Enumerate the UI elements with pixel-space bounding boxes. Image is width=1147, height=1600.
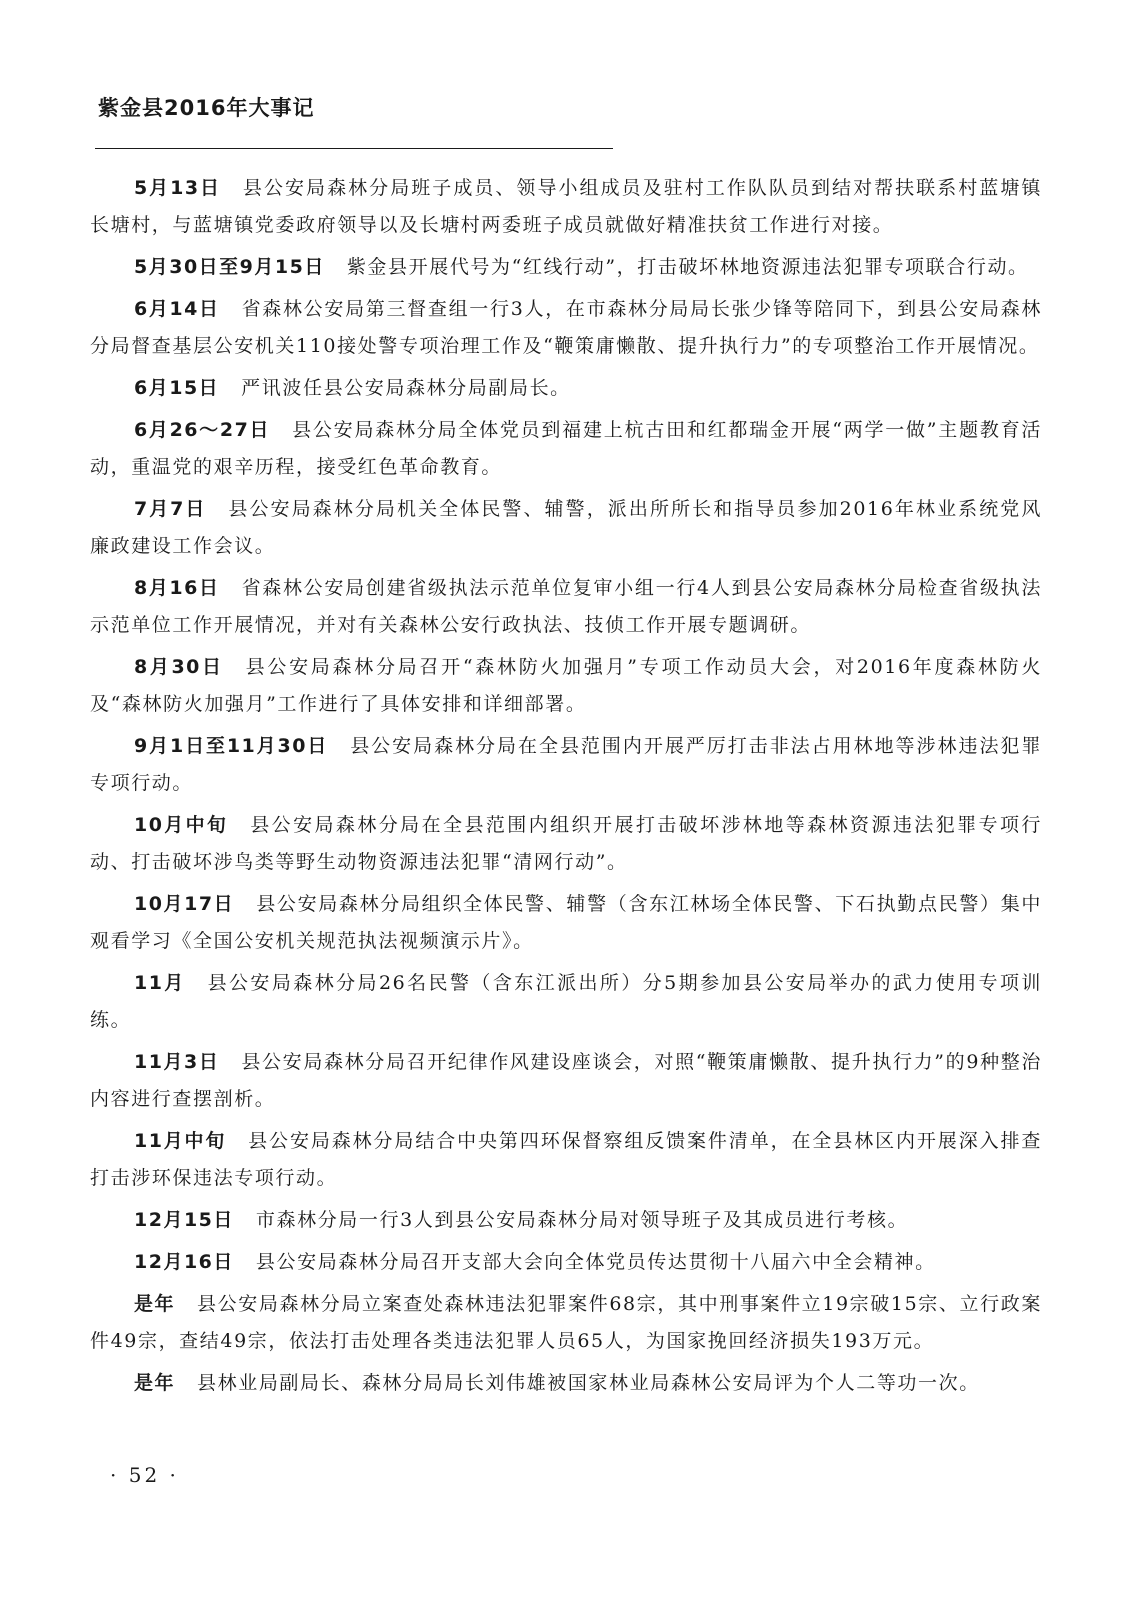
entry-date: 6月26～27日 — [134, 419, 271, 441]
chronicle-entry — [90, 1044, 1042, 1118]
chronicle-entry — [90, 249, 1042, 286]
chronicle-entry — [90, 1123, 1042, 1197]
entry-date: 6月14日 — [134, 298, 220, 320]
chronicle-body — [90, 170, 1042, 1407]
entry-date: 11月3日 — [134, 1051, 220, 1073]
entry-date: 6月15日 — [134, 377, 220, 399]
entry-text: 县公安局森林分局组织全体民警、辅警（含东江林场全体民警、下石执勤点民警）集中观看学习《全国公安机关规范执法视频演示片》。 — [90, 893, 1042, 952]
chronicle-entry — [90, 1202, 1042, 1239]
chronicle-entry — [90, 1365, 1042, 1402]
chronicle-entry — [90, 728, 1042, 802]
chronicle-entry — [90, 807, 1042, 881]
entry-text: 县公安局森林分局在全县范围内组织开展打击破坏涉林地等森林资源违法犯罪专项行动、打击破坏涉鸟类等野生动物资源违法犯罪“清网行动”。 — [90, 814, 1042, 873]
entry-date: 12月16日 — [134, 1251, 234, 1273]
entry-text: 省森林公安局第三督查组一行3人，在市森林分局局长张少锋等陪同下，到县公安局森林分局督查基层公安机关110接处警专项治理工作及“鞭策庸懒散、提升执行力”的专项整治工作开展情况。 — [90, 298, 1042, 357]
chronicle-entry — [90, 370, 1042, 407]
entry-date: 10月中旬 — [134, 814, 229, 836]
chronicle-entry — [90, 1244, 1042, 1281]
entry-date: 11月 — [134, 972, 186, 994]
entry-date: 11月中旬 — [134, 1130, 227, 1152]
entry-date: 是年 — [134, 1293, 176, 1315]
entry-date: 12月15日 — [134, 1209, 234, 1231]
entry-date: 8月16日 — [134, 577, 220, 599]
entry-date: 9月1日至11月30日 — [134, 735, 329, 757]
entry-date: 7月7日 — [134, 498, 207, 520]
entry-date: 5月13日 — [134, 177, 221, 199]
entry-date: 是年 — [134, 1372, 176, 1394]
entry-text: 县公安局森林分局班子成员、领导小组成员及驻村工作队队员到结对帮扶联系村蓝塘镇长塘村，与蓝塘镇党委政府领导以及长塘村两委班子成员就做好精准扶贫工作进行对接。 — [90, 177, 1042, 236]
chronicle-entry — [90, 649, 1042, 723]
entry-text: 县公安局森林分局召开“森林防火加强月”专项工作动员大会，对2016年度森林防火及“森林防火加强月”工作进行了具体安排和详细部署。 — [90, 656, 1042, 715]
chronicle-entry — [90, 170, 1042, 244]
chronicle-entry — [90, 1286, 1042, 1360]
chronicle-entry — [90, 491, 1042, 565]
entry-text: 紫金县开展代号为“红线行动”，打击破坏林地资源违法犯罪专项联合行动。 — [346, 256, 1029, 278]
entry-text: 严讯波任县公安局森林分局副局长。 — [241, 377, 571, 399]
entry-text: 市森林分局一行3人到县公安局森林分局对领导班子及其成员进行考核。 — [255, 1209, 909, 1231]
entry-text: 县公安局森林分局结合中央第四环保督察组反馈案件清单，在全县林区内开展深入排查打击涉环保违法专项行动。 — [90, 1130, 1042, 1189]
chronicle-entry — [90, 412, 1042, 486]
entry-text: 县公安局森林分局召开支部大会向全体党员传达贯彻十八届六中全会精神。 — [255, 1251, 936, 1273]
entry-text: 县公安局森林分局机关全体民警、辅警，派出所所长和指导员参加2016年林业系统党风廉政建设工作会议。 — [90, 498, 1042, 557]
entry-date: 5月30日至9月15日 — [134, 256, 325, 278]
entry-text: 县林业局副局长、森林分局局长刘伟雄被国家林业局森林公安局评为个人二等功一次。 — [197, 1372, 980, 1394]
entry-text: 县公安局森林分局在全县范围内开展严厉打击非法占用林地等涉林违法犯罪专项行动。 — [90, 735, 1042, 794]
entry-text: 县公安局森林分局26名民警（含东江派出所）分5期参加县公安局举办的武力使用专项训练。 — [90, 972, 1042, 1031]
chronicle-entry — [90, 965, 1042, 1039]
entry-date: 10月17日 — [134, 893, 235, 915]
chronicle-entry — [90, 570, 1042, 644]
header-rule — [95, 148, 613, 149]
entry-text: 县公安局森林分局全体党员到福建上杭古田和红都瑞金开展“两学一做”主题教育活动，重温党的艰辛历程，接受红色革命教育。 — [90, 419, 1042, 478]
entry-text: 县公安局森林分局立案查处森林违法犯罪案件68宗，其中刑事案件立19宗破15宗、立行政案件49宗，查结49宗，依法打击处理各类违法犯罪人员65人，为国家挽回经济损失193万元。 — [90, 1293, 1042, 1352]
entry-date: 8月30日 — [134, 656, 224, 678]
chronicle-entry — [90, 291, 1042, 365]
chronicle-entry — [90, 886, 1042, 960]
running-title: 紫金县2016年大事记 — [98, 96, 315, 120]
page-number: · 52 · — [110, 1463, 179, 1487]
entry-text: 省森林公安局创建省级执法示范单位复审小组一行4人到县公安局森林分局检查省级执法示范单位工作开展情况，并对有关森林公安行政执法、技侦工作开展专题调研。 — [90, 577, 1042, 636]
entry-text: 县公安局森林分局召开纪律作风建设座谈会，对照“鞭策庸懒散、提升执行力”的9种整治内容进行查摆剖析。 — [90, 1051, 1042, 1110]
